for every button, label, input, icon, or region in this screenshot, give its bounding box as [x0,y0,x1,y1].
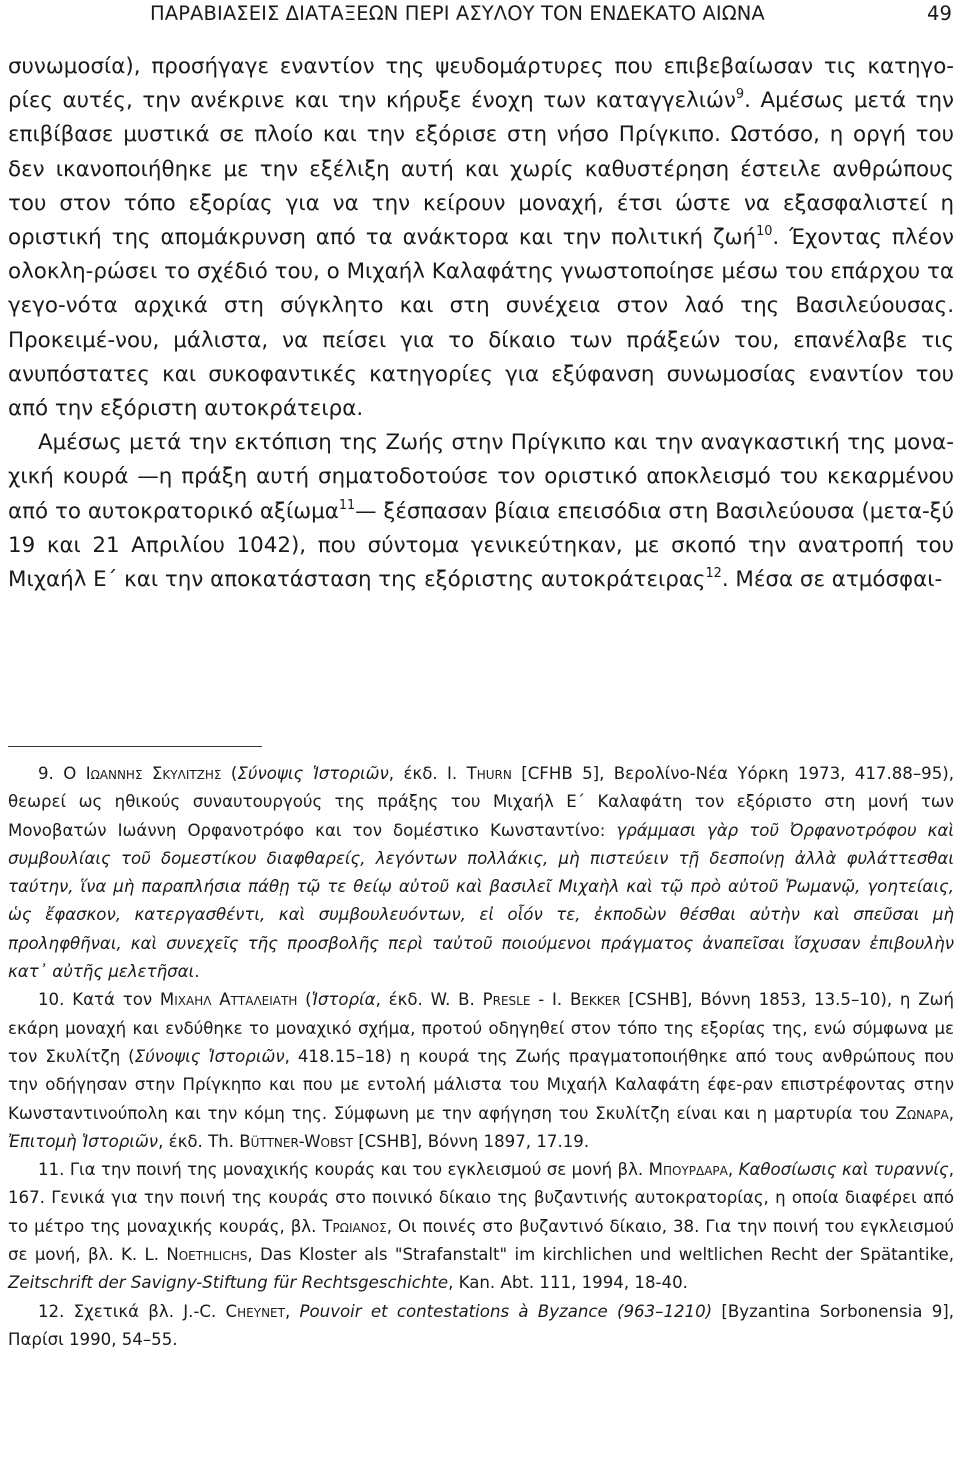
footnote-ref-10[interactable]: 10 [756,224,773,240]
paragraph-2-part-a: Αμέσως μετά την εκτόπιση της Ζωής στην Πρίγκιπο και την αναγκαστική της μονα-χική κουρά —η πράξη αυτή σηματοδοτούσε τον οριστικό αποκλεισμό του κεκαρμένου από το αυτοκρατορικό αξίωμα [8,430,954,524]
footnote-10-text-3: , έκδ. W. B. [375,990,483,1010]
footnote-10-number: 10. [38,990,65,1010]
footnote-12-work: Pouvoir et contestations à Byzance (963–1210) [299,1301,713,1321]
footnote-9-editor: Thurn [466,764,512,783]
running-title: ΠΑΡΑΒΙΑΣΕΙΣ ΔΙΑΤΑΞΕΩΝ ΠΕΡΙ ΑΣΥΛΟΥ ΤΟΝ ΕΝΔΕΚΑΤΟ ΑΙΩΝΑ [150,2,765,25]
footnote-10-editor-3: Büttner-Wobst [239,1131,353,1151]
footnote-10-editor-2: Bekker [569,990,621,1010]
footnote-10-text-7: , [948,1103,954,1123]
footnote-9-text-2: , έκδ. I. [388,764,467,783]
footnote-ref-9[interactable]: 9 [735,87,745,103]
footnote-11-text-3: , 167. Γενικά για την ποινή της κουράς στο ποινικό δίκαιο της βυζαντινής αυτοκρατορίας, η οποία διαφέρει από το μέτρο της μοναχικής κουράς, βλ. [8,1160,954,1236]
paragraph-1-part-b: . Αμέσως μετά την επιβίβασε μυστικά σε πλοίο και την εξόρισε στη νήσο Πρίγκιπο. Ωστόσο, η οργή του δεν ικανοποιήθηκε με την εξέλιξη αυτή και χωρίς καθυστέρηση έστειλε ανθρώπους του στον τόπο εξορίας για να την κείρουν μοναχή, έτσι ώστε να εξασφαλιστεί η οριστική της απομάκρυνση από τα ανάκτορα και την πολιτική ζωή [8,88,955,251]
footnote-10-text-5: [CSHB], Βόννη 1853, 13.5–10), η Ζωή εκάρη μοναχή και ενδύθηκε το μοναχικό σχήμα, προτού οδηγηθεί στον τόπο της εξορίας της, ενώ σύμφωνα με τον Σκυλίτζη ( [8,990,955,1066]
footnote-10-work: Ἱστορία [311,990,376,1010]
footnotes [8,760,954,1354]
footnote-12 [8,1298,954,1355]
footnote-9 [8,760,954,986]
footnote-9-author: Ο Ιωαννης Σκυλιτζης [63,764,222,783]
footnote-10-text-4: - I. [530,990,570,1010]
paragraph-2 [8,426,954,597]
footnote-11-text-4: , Οι ποινές στο βυζαντινό δίκαιο, 38. Για την ποινή του εγκλεισμού σε μονή, βλ. K. L. [8,1216,954,1265]
footnote-11-number: 11. [38,1160,65,1180]
footnote-10-author: Μιχαηλ Ατταλειατη [159,990,298,1010]
footnote-11-text-5: , Das Kloster als "Strafanstalt" im kirchlichen und weltlichen Recht der Spätantike, [247,1245,954,1265]
footnote-10-text-2: ( [297,990,312,1010]
footnote-11-author-2: Τρωιανος [322,1216,387,1236]
footnote-12-text-3: [Byzantina Sorbonensia 9], Παρίσι 1990, 54–55. [8,1301,954,1349]
footnote-11-text-2: , [727,1160,739,1180]
footnote-12-text-2: , [284,1301,300,1321]
footnote-10-author-2: Ζωναρα [895,1103,949,1123]
paragraph-1-part-a: συνωμοσία), προσήγαγε εναντίον της ψευδομάρτυρες που επιβεβαίωσαν τις κατηγο-ρίες αυτές, την ανέκρινε και την κήρυξε ένοχη των καταγγελιών [8,54,954,114]
paragraph-1 [8,50,954,426]
footnote-9-end: . [194,962,200,982]
paragraph-2-part-c: . Μέσα σε ατμόσφαι- [721,567,943,593]
footnote-11-text-1: Για την ποινή της μοναχικής κουράς και του εγκλεισμού σε μονή βλ. [69,1160,649,1180]
footnote-9-text-1: ( [221,764,238,783]
footnote-10-text-9: [CSHB], Βόννη 1897, 17.19. [352,1131,590,1151]
footnote-11-journal: Zeitschrift der Savigny-Stiftung für Rechtsgeschichte [8,1273,449,1293]
footnote-10-work-2: Σύνοψις Ἱστοριῶν [134,1046,285,1066]
footnote-12-text-1: Σχετικά βλ. J.-C. [73,1301,226,1321]
footnote-12-author: Cheynet [225,1301,285,1321]
footnote-ref-12[interactable]: 12 [705,566,722,582]
footnote-10-text-8: , έκδ. Th. [158,1131,240,1151]
footnote-9-number: 9. [38,764,54,783]
footnote-10 [8,986,954,1156]
page-number: 49 [926,2,952,25]
footnote-ref-11[interactable]: 11 [338,497,356,513]
footnote-10-editor-1: Presle [482,990,531,1010]
footnote-11 [8,1156,954,1297]
footnote-divider [8,746,262,747]
footnote-10-work-3: Ἐπιτομὴ Ἱστοριῶν [8,1131,159,1151]
footnote-12-number: 12. [38,1301,65,1321]
footnote-11-author-3: Noethlichs [166,1245,248,1265]
footnote-9-work: Σύνοψις Ἱστοριῶν [237,764,389,783]
footnote-11-text-6: , Kan. Abt. 111, 1994, 18-40. [448,1273,688,1293]
footnote-9-quote: γράμμασι γὰρ τοῦ Ὀρφανοτρόφου καὶ συμβουλίαις τοῦ δομεστίκου διαφθαρείς, λεγόντων πολλάκις, μὴ πιστεύειν τῇ δεσποίνῃ ἀλλὰ φυλάττεσθαι ταύτην, ἵνα μὴ παραπλήσια πάθῃ τῷ τε θείῳ αὐτοῦ καὶ βασιλεῖ Μιχαὴλ καὶ τῷ πρὸ αὐτοῦ Ῥωμανῷ, γοητείαις, ὡς ἔφασκον, κατεργασθέντι, καὶ συμβουλευόντων, εἰ οἷόν τε, ἐκποδὼν θέσθαι αὐτὴν καὶ σπεῦσαι μὴ προληφθῆναι, καὶ συνεχεῖς τῆς προσβολῆς περὶ ταὐτοῦ ποιούμενοι πράγματος ἀναπεῖσαι ἴσχυσαν ἐπιβουλὴν κατ᾽ αὐτῆς μελετῆσαι [8,820,954,982]
footnote-10-text-6: , 418.15–18) η κουρά της Ζωής πραγματοποιήθηκε από τους ανθρώπους που την οδήγησαν στην Πρίγκηπο και που με εντολή μάλιστα του Μιχαήλ Καλαφάτη έφε-ραν επιστρέφοντας στην Κωνσταντινούπολη και την κόμη της. Σύμφωνη με την αφήγηση του Σκυλίτζη είναι και η μαρτυρία του [8,1046,954,1123]
footnote-11-work: Καθοσίωσις καὶ τυραννίς [738,1160,949,1180]
footnote-11-author: Μπουρδαρα [648,1160,728,1180]
footnote-10-text-1: Κατά τον [72,990,160,1010]
footnote-9-text-3: [CFHB 5], Βερολίνο-Νέα Υόρκη 1973, 417.88–95), θεωρεί ως ηθικούς συναυτουργούς της πράξης του Μιχαήλ Ε΄ Καλαφάτη τον εξόριστο στη μονή των Μονοβατών Ιωάννη Ορφανοτρόφο και τον δομέστικο Κωνσταντίνο: [8,764,955,840]
paragraph-2-part-b: — ξέσπασαν βίαια επεισόδια στη Βασιλεύουσα (μετα-ξύ 19 και 21 Απριλίου 1042), που σύντομα γενικεύτηκαν, με σκοπό την ανατροπή του Μιχαήλ Ε΄ και την αποκατάσταση της εξόριστης αυτοκράτειρας [8,498,954,593]
main-text [8,50,954,597]
paragraph-1-part-c: . Έχοντας πλέον ολοκλη-ρώσει το σχέδιό του, ο Μιχαήλ Καλαφάτης γνωστοποίησε μέσω του επάρχου τα γεγο-νότα αρχικά στη σύγκλητο και στη συνέχεια στον λαό της Βασιλεύουσας. Προκειμέ-νου, μάλιστα, να πείσει για το δίκαιο των πράξεών του, επανέλαβε τις ανυπόστατες και συκοφαντικές κατηγορίες για εξύφανση συνωμοσίας εναντίον του από την εξόριστη αυτοκράτειρα. [8,225,954,422]
running-head [8,2,952,30]
